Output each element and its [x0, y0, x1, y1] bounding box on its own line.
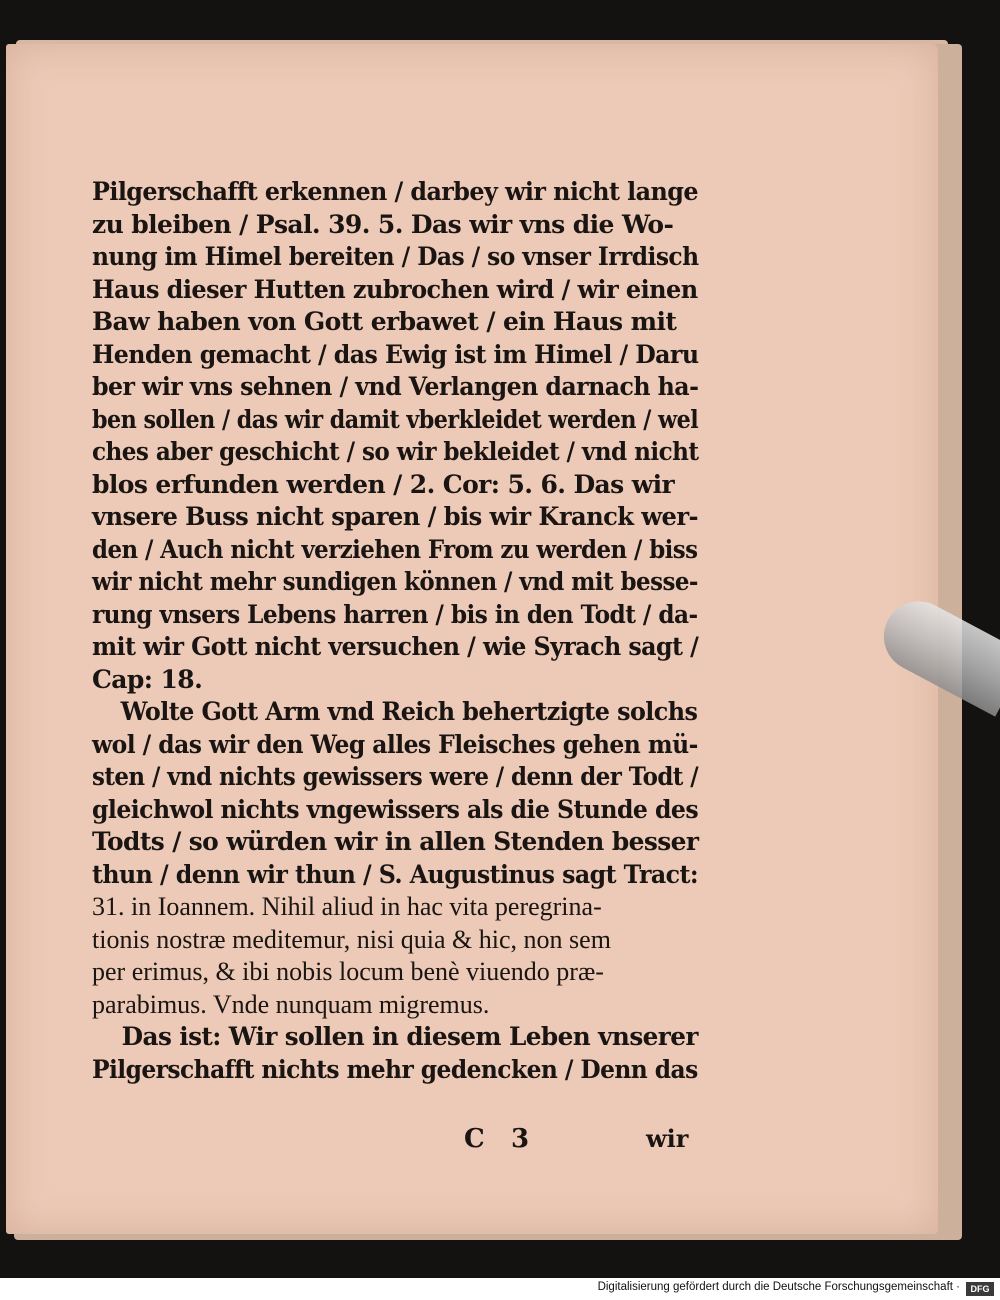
text-line: rung vnsers Lebens harren / bis in den Todt / da- — [92, 599, 698, 629]
signature-mark-letter: C — [464, 1124, 485, 1154]
latin-text-line: parabimus. Vnde nunquam migremus. — [92, 989, 490, 1019]
text-line: Wolte Gott Arm vnd Reich behertzigte solchs — [120, 697, 698, 726]
digitization-credit: Digitalisierung gefördert durch die Deutsche Forschungsgemeinschaft · — [597, 1281, 960, 1293]
text-line: gleichwol nichts vngewissers als die Stunde des — [92, 794, 699, 824]
text-line: den / Auch nicht verziehen From zu werden / biss — [92, 534, 698, 564]
text-line: thun / denn wir thun / S. Augustinus sagt Tract: — [92, 859, 699, 889]
dfg-logo: DFG — [966, 1282, 994, 1296]
latin-text-line: tionis nostræ meditemur, nisi quia & hic, non sem — [92, 924, 611, 954]
text-line: wir nicht mehr sundigen können / vnd mit besse- — [92, 567, 698, 596]
text-line: ches aber geschicht / so wir bekleidet / vnd nicht — [92, 437, 699, 466]
text-line: Henden gemacht / das Ewig ist im Himel / Daru — [92, 339, 699, 369]
footer-bar — [0, 1278, 1000, 1300]
text-line: vnsere Buss nicht sparen / bis wir Kranck wer- — [92, 502, 699, 531]
text-line: wol / das wir den Weg alles Fleisches gehen mü- — [92, 729, 698, 759]
text-line: Cap: 18. — [92, 664, 203, 694]
text-line: nung im Himel bereiten / Das / so vnser Irrdisch — [92, 242, 699, 271]
text-line: sten / vnd nichts gewissers were / denn der Todt / — [92, 762, 699, 791]
text-line: blos erfunden werden / 2. Cor: 5. 6. Das wir — [92, 469, 675, 499]
latin-text-line: per erimus, & ibi nobis locum benè viuendo præ- — [92, 957, 604, 986]
text-line: Baw haben von Gott erbawet / ein Haus mit — [92, 307, 677, 336]
text-line: ben sollen / das wir damit vberkleidet werden / wel — [92, 404, 699, 434]
text-line: ber wir vns sehnen / vnd Verlangen darnach ha- — [92, 372, 699, 401]
text-line: Haus dieser Hutten zubrochen wird / wir einen — [92, 274, 698, 304]
text-line: Das ist: Wir sollen in diesem Leben vnserer — [121, 1022, 698, 1051]
text-line: zu bleiben / Psal. 39. 5. Das wir vns die Wo- — [92, 209, 674, 239]
text-line: Pilgerschafft erkennen / darbey wir nicht lange — [92, 177, 698, 206]
text-line: Todts / so würden wir in allen Stenden besser — [92, 827, 699, 856]
book-page — [6, 44, 938, 1234]
latin-text-line: 31. in Ioannem. Nihil aliud in hac vita peregrina- — [92, 892, 602, 921]
text-line: Pilgerschafft nichts mehr gedencken / Denn das — [92, 1054, 698, 1084]
catchword: wir — [646, 1124, 689, 1153]
signature-mark-number: 3 — [511, 1124, 530, 1154]
text-line: mit wir Gott nicht versuchen / wie Syrach sagt / — [92, 632, 699, 661]
text-block — [92, 176, 698, 1086]
